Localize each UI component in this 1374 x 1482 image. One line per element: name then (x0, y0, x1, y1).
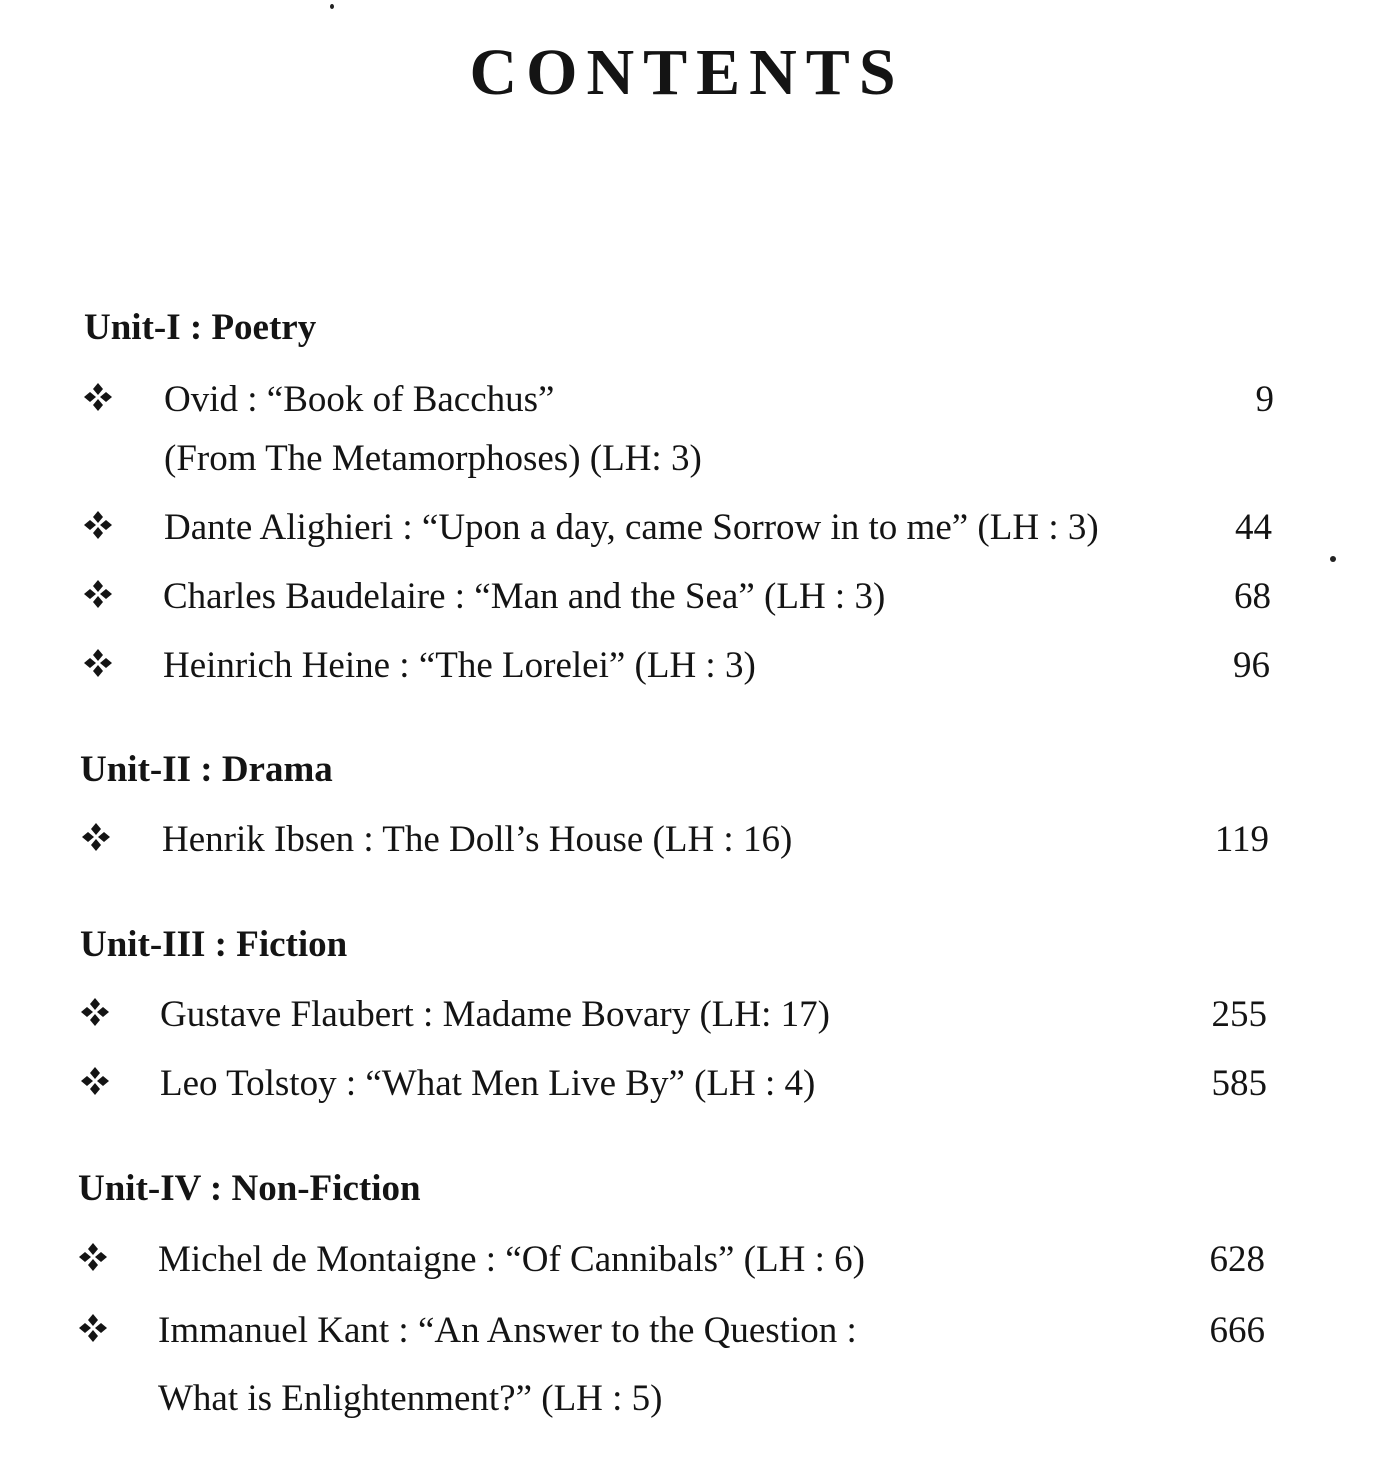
page-number: 666 (1209, 1310, 1265, 1351)
bullet-icon (77, 1241, 109, 1273)
page-title: CONTENTS (469, 36, 905, 109)
unit-heading-poetry: Unit-I : Poetry (84, 307, 317, 348)
entry-title: Dante Alighieri : “Upon a day, came Sorrow in to me” (LH : 3) (164, 507, 1099, 548)
entry-title: Michel de Montaigne : “Of Cannibals” (LH : 6) (158, 1239, 865, 1280)
page-number: 119 (1214, 819, 1269, 860)
page-number: 255 (1211, 994, 1267, 1035)
bullet-icon (79, 996, 111, 1028)
bullet-icon (80, 821, 112, 853)
page-number: 68 (1234, 576, 1271, 617)
bullet-icon (77, 1312, 109, 1344)
unit-heading-drama: Unit-II : Drama (80, 749, 333, 790)
bullet-icon (82, 578, 114, 610)
bullet-icon (82, 381, 114, 413)
page-number: 628 (1209, 1239, 1265, 1280)
unit-heading-fiction: Unit-III : Fiction (80, 924, 348, 965)
entry-title: Gustave Flaubert : Madame Bovary (LH: 17) (160, 994, 830, 1035)
entry-title-continued: What is Enlightenment?” (LH : 5) (158, 1378, 663, 1419)
entry-title: Ovid : “Book of Bacchus” (164, 379, 555, 420)
page-number: 44 (1235, 507, 1272, 548)
print-speck (330, 4, 334, 9)
entry-title: Charles Baudelaire : “Man and the Sea” (LH : 3) (163, 576, 886, 617)
entry-title: Henrik Ibsen : The Doll’s House (LH : 16) (162, 819, 793, 860)
print-speck (1330, 556, 1336, 562)
entry-title: Immanuel Kant : “An Answer to the Question : (158, 1310, 857, 1351)
entry-title: Leo Tolstoy : “What Men Live By” (LH : 4) (160, 1063, 816, 1104)
bullet-icon (82, 509, 114, 541)
page-number: 9 (1255, 379, 1274, 420)
bullet-icon (79, 1065, 111, 1097)
bullet-icon (82, 647, 114, 679)
unit-heading-non-fiction: Unit-IV : Non-Fiction (78, 1168, 421, 1209)
page-number: 585 (1211, 1063, 1267, 1104)
entry-title-continued: (From The Metamorphoses) (LH: 3) (164, 438, 702, 479)
entry-title: Heinrich Heine : “The Lorelei” (LH : 3) (163, 645, 756, 686)
page-number: 96 (1233, 645, 1270, 686)
